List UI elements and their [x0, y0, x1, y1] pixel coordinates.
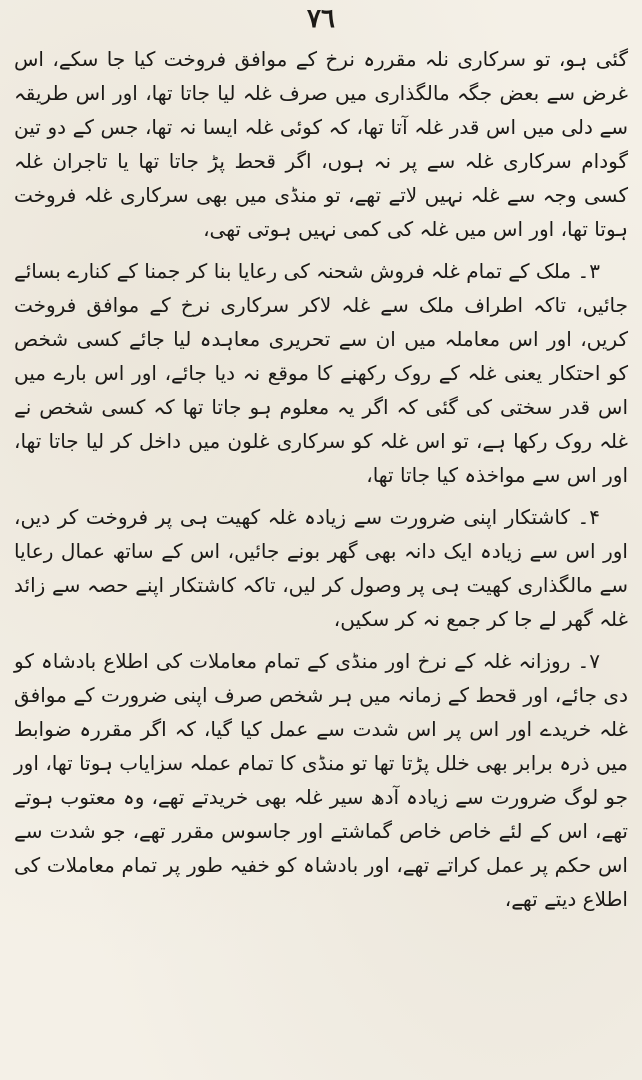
- page-number: ٧٦: [307, 4, 335, 34]
- body-text: [14, 42, 628, 924]
- paragraph-4: ۴۔ کاشتکار اپنی ضرورت سے زیادہ غلہ کھیت ہی پر فروخت کر دیں، اور اس سے زیادہ ایک دانہ بھی گھر بونے جائیں، اس کے ساتھ عمال رعایا سے مالگذاری کھیت ہی پر وصول کر لیں، تاکہ کاشتکار اپنے حصہ سے زائد غلہ گھر لے جا کر جمع نہ کر سکیں،: [14, 505, 628, 631]
- paragraph-7: ۷۔ روزانہ غلہ کے نرخ اور منڈی کے تمام معاملات کی اطلاع بادشاہ کو دی جائے، اور قحط کے زمانہ میں ہر شخص صرف اپنی ضرورت کے موافق غلہ خریدے اور اس پر اس شدت سے عمل کیا گیا، کہ اگر مقررہ ضوابط میں ذرہ برابر بھی خلل پڑتا تھا تو منڈی کا تمام عملہ سزایاب ہوتا تھا، اور جو لوگ ضرورت سے زیادہ آدھ سیر غلہ بھی خریدتے تھے، وہ معتوب ہوتے تھے، اس کے لئے خاص خاص گماشتے اور جاسوس مقرر تھے، جو شدت سے اس حکم پر عمل کراتے تھے، اور بادشاہ کو خفیہ طور پر تمام معاملات کی اطلاع دیتے تھے،: [14, 649, 628, 911]
- paragraph-1: گئی ہو، تو سرکاری نلہ مقررہ نرخ کے موافق فروخت کیا جا سکے، اس غرض سے بعض جگہ مالگذاری میں صرف غلہ لیا جاتا تھا، اور اس طریقہ سے دلی میں اس قدر غلہ آتا تھا، کہ کوئی غلہ ایسا نہ تھا، جس کے دو تین گودام سرکاری غلہ سے پر نہ ہوں، اگر قحط پڑ جاتا تھا یا تاجران غلہ کسی وجہ سے غلہ نہیں لاتے تھے، تو منڈی میں بھی سرکاری غلہ فروخت ہوتا تھا، اور اس میں غلہ کی کمی نہیں ہوتی تھی،: [14, 47, 628, 241]
- paragraph-3: ۳۔ ملک کے تمام غلہ فروش شحنہ کی رعایا بنا کر جمنا کے کنارے بسائے جائیں، تاکہ اطراف ملک سے غلہ لاکر سرکاری نرخ کے موافق فروخت کریں، اور اس معاملہ میں ان سے تحریری معاہدہ لیا جائے کسی شخص کو احتکار یعنی غلہ کے روک رکھنے کا موقع نہ دیا جائے، اور اس بارے میں اس قدر سختی کی گئی کہ اگر یہ معلوم ہو جاتا تھا کہ کسی شخص نے غلہ روک رکھا ہے، تو اس غلہ کو سرکاری غلون میں داخل کر لیا جاتا تھا، اور اس سے مواخذہ کیا جاتا تھا،: [14, 259, 628, 487]
